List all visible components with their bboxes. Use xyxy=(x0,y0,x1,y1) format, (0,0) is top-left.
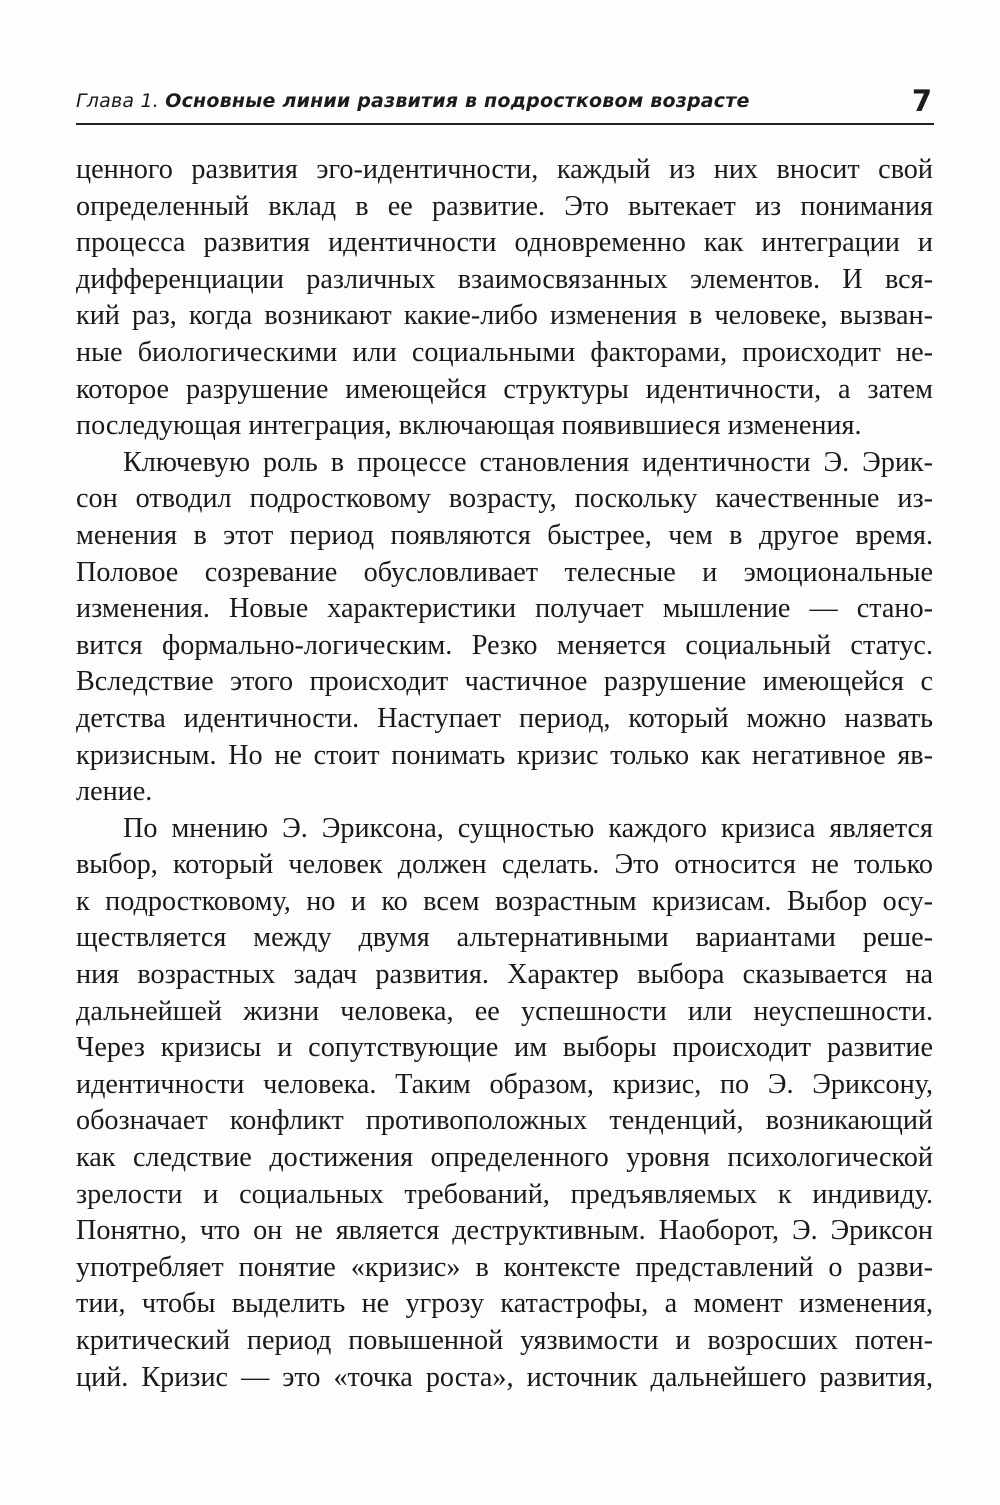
text-line: По мнению Э. Эриксона, сущностью каждого кризиса является xyxy=(123,812,933,844)
text-line: кризисным. Но не стоит понимать кризис только как негативное яв- xyxy=(76,739,933,771)
paragraph-3 xyxy=(76,811,933,1397)
text-line: идентичности человека. Таким образом, кризис, по Э. Эриксону, xyxy=(76,1068,933,1100)
text-line: тии, чтобы выделить не угрозу катастрофы, а момент изменения, xyxy=(76,1288,933,1320)
text-line: дифференциации различных взаимосвязанных элементов. И вся- xyxy=(76,263,933,295)
text-line: Через кризисы и сопутствующие им выборы происходит развитие xyxy=(76,1032,933,1064)
text-line: выбор, который человек должен сделать. Это относится не только xyxy=(76,849,933,881)
text-line: употребляет понятие «кризис» в контексте представлений о разви- xyxy=(76,1251,933,1283)
text-line: определенный вклад в ее развитие. Это вытекает из понимания xyxy=(76,190,933,222)
header-divider xyxy=(76,123,934,125)
chapter-title: Основные линии развития в подростковом возрасте xyxy=(165,90,750,112)
text-line: Ключевую роль в процессе становления идентичности Э. Эрик- xyxy=(123,446,933,478)
text-line: ций. Кризис — это «точка роста», источник дальнейшего развития, xyxy=(76,1361,933,1393)
text-line: дальнейшей жизни человека, ее успешности или неуспешности. xyxy=(76,995,933,1027)
chapter-prefix: Глава 1. xyxy=(76,90,159,112)
page-number: 7 xyxy=(911,84,932,118)
text-line: Понятно, что он не является деструктивным. Наоборот, Э. Эриксон xyxy=(76,1215,933,1247)
text-line: обозначает конфликт противоположных тенденций, возникающий xyxy=(76,1105,933,1137)
text-line: ценного развития эго-идентичности, каждый из них вносит свой xyxy=(76,154,933,185)
text-line: вится формально-логическим. Резко меняется социальный статус. xyxy=(76,629,933,661)
running-head xyxy=(76,84,934,122)
text-line: ществляется между двумя альтернативными вариантами реше- xyxy=(76,922,933,954)
text-line: Половое созревание обусловливает телесные и эмоциональные xyxy=(76,556,933,588)
paragraph-1 xyxy=(76,152,933,445)
text-line: последующая интеграция, включающая появившиеся изменения. xyxy=(76,410,862,442)
text-line: к подростковому, но и ко всем возрастным кризисам. Выбор осу- xyxy=(76,885,933,917)
text-line: которое разрушение имеющейся структуры идентичности, а затем xyxy=(76,373,933,405)
text-line: кий раз, когда возникают какие-либо изменения в человеке, вызван- xyxy=(76,300,933,332)
text-line: сон отводил подростковому возрасту, поскольку качественные из- xyxy=(76,483,933,515)
text-line: детства идентичности. Наступает период, который можно назвать xyxy=(76,702,933,734)
chapter-heading xyxy=(76,90,750,112)
text-line: ные биологическими или социальными факторами, происходит не- xyxy=(76,336,933,368)
text-line: зрелости и социальных требований, предъявляемых к индивиду. xyxy=(76,1178,933,1210)
text-line: ление. xyxy=(76,776,153,808)
text-line: изменения. Новые характеристики получает мышление — стано- xyxy=(76,593,933,625)
text-line: менения в этот период появляются быстрее, чем в другое время. xyxy=(76,519,933,551)
text-line: критический период повышенной уязвимости и возросших потен- xyxy=(76,1325,933,1356)
text-line: как следствие достижения определенного уровня психологической xyxy=(76,1142,933,1174)
paragraph-2 xyxy=(76,445,933,811)
text-line: процесса развития идентичности одновременно как интеграции и xyxy=(76,227,933,259)
text-line: Вследствие этого происходит частичное разрушение имеющейся с xyxy=(76,666,933,698)
body-text xyxy=(76,152,933,1396)
text-line: ния возрастных задач развития. Характер выбора сказывается на xyxy=(76,959,933,991)
